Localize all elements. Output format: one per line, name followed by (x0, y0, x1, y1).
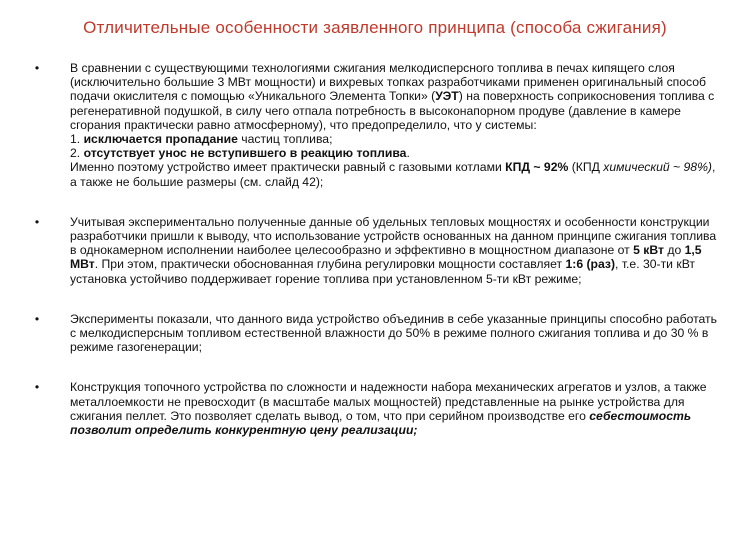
bullet-1-paragraph (70, 61, 722, 132)
regulation-ratio: 1:6 (раз) (565, 257, 616, 272)
bullet-2-text-b: до (663, 243, 685, 258)
list-number: 2. (70, 146, 84, 161)
bullet-1-uet: УЭТ (435, 89, 459, 104)
slide-title: Отличительные особенности заявленного принципа (способа сжигания) (83, 18, 667, 37)
bullet-4-text: Конструкция топочного устройства по сложности и надежности набора механических агрегатов и узлов, а также металлоемкости не превосходит (в масштабе малых мощностей) представленные на рынке устройства для сжигания пеллет. Это позволяет сделать вывод, о том, что при серийном производстве его (70, 380, 707, 423)
bullet-1-text-a: В сравнении с существующими технологиями сжигания мелкодисперсного топлива в печах кипящего слоя (исключительно большие 3 МВт мощности) и вихревых топках разработчиками применен оригинальный способ подачи окислителя с помощью «Уникального Элемента Топки» ( (70, 61, 707, 104)
list-item-2-rest: . (406, 146, 410, 161)
list-item-2-bold: отсутствует унос не вступившего в реакцию топлива (83, 146, 407, 161)
bullet-item-2 (32, 215, 722, 286)
power-max: 1,5 МВт (70, 243, 702, 272)
bullet-marker: • (34, 214, 40, 229)
bullet-marker: • (34, 311, 40, 326)
bullet-item-4 (32, 380, 722, 437)
bullet-1-list-item-1 (70, 132, 722, 146)
list-number: 1. (70, 132, 84, 147)
bullet-3-paragraph: Эксперименты показали, что данного вида устройство объединив в себе указанные принципы способно работать с мелкодисперсным топливом естественной влажности до 50% в режиме полного сжигания топлива и до 30 % в режиме газогенерации; (70, 311, 717, 355)
bullet-item-3 (32, 312, 722, 355)
bullet-2-text-c: . При этом, практически обоснованная глубина регулировки мощности составляет (94, 257, 566, 272)
efficiency-text-mid: (КПД (568, 160, 604, 175)
bullet-1-list-item-2 (70, 146, 722, 160)
efficiency-value: КПД ~ 92% (505, 160, 569, 175)
bullet-1-efficiency (70, 160, 722, 188)
efficiency-text-end: , а также не большие размеры (см. слайд 42); (70, 160, 716, 189)
list-item-1-bold: исключается пропадание (83, 132, 238, 147)
bullet-4-paragraph (70, 380, 722, 437)
bullet-list (32, 61, 722, 437)
bullet-item-1 (32, 61, 722, 189)
bullet-marker: • (34, 61, 40, 75)
list-item-1-rest: частиц топлива; (237, 132, 333, 147)
bullet-marker: • (34, 380, 40, 395)
bullet-2-text-a: Учитывая экспериментально полученные данные об удельных тепловых мощностях и особенности конструкции разработчики пришли к выводу, что использование устройств основанных на данном принципе сжигания топлива в однокамерном исполнении наиболее целесообразно и эффективно в мощностном диапазоне от (70, 214, 717, 258)
bullet-2-text-d: , т.е. 30-ти кВт установка устойчиво поддерживает горение топлива при установленном 5-ти кВт режиме; (70, 257, 696, 286)
bullet-1-text-b: ) на поверхность соприкосновения топлива с регенеративной подушкой, в силу чего отпала потребность в высоконапорном продуве (давление в камере сгорания практически равно атмосферному), что предопределило, что у системы: (70, 89, 715, 132)
chemical-efficiency: химический ~ 98%) (603, 160, 712, 175)
bullet-2-paragraph (70, 215, 722, 286)
cost-conclusion: себестоимость позволит определить конкурентную цену реализации; (70, 408, 692, 438)
power-min: 5 кВт (633, 243, 664, 258)
efficiency-text: Именно поэтому устройство имеет практически равный с газовыми котлами (70, 160, 506, 175)
